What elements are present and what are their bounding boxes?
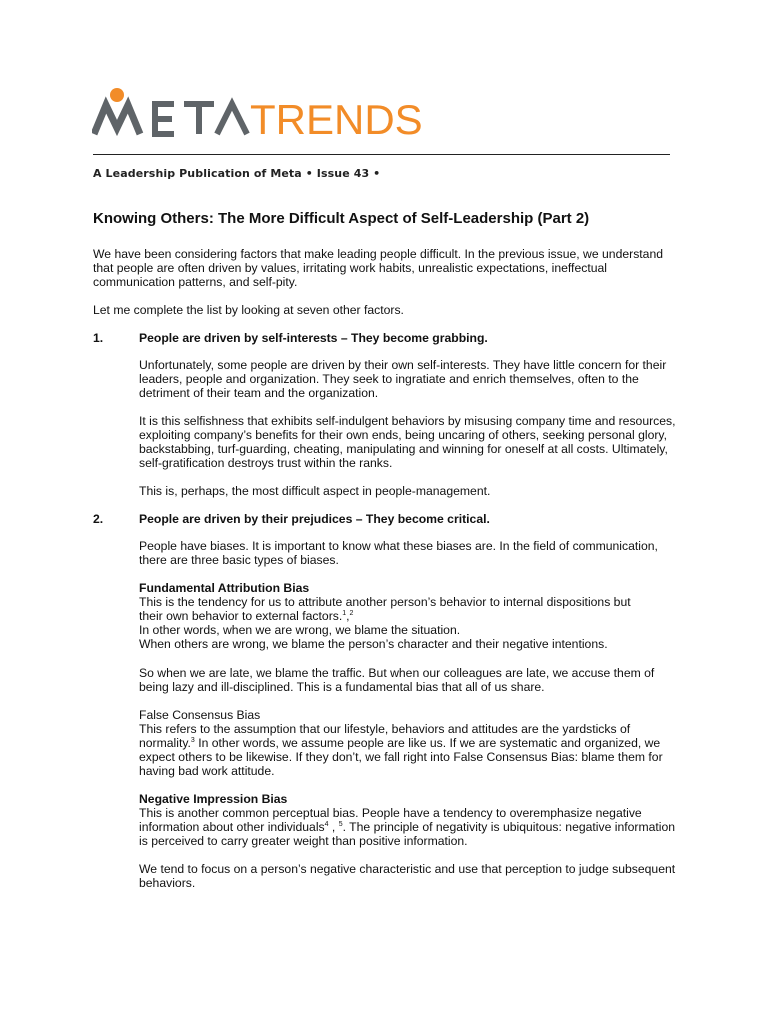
section-1-paragraph-2: It is this selfishness that exhibits self-indulgent behaviors by misusing company time and resources, exploiting company’s benefits for their own ends, being uncaring of others, seeking personal glory, backstabbing, turf-guarding, cheating, manipulating and winning for oneself at all costs. Ultimately, self-gratification destroys trust within the ranks. bbox=[139, 414, 676, 470]
fab-paragraph-2: So when we are late, we blame the traffic. But when our colleagues are late, we accuse them of being lazy and ill-disciplined. This is a fundamental bias that all of us share. bbox=[139, 666, 655, 694]
fab-line-3: In other words, when we are wrong, we blame the situation. bbox=[139, 623, 461, 637]
footnote-ref-3: 3 bbox=[190, 736, 195, 744]
section-1-paragraph-3: This is, perhaps, the most difficult aspect in people-management. bbox=[139, 484, 491, 498]
section-2-paragraph-1: People have biases. It is important to know what these biases are. In the field of communication, there are three basic types of biases. bbox=[139, 539, 658, 567]
footnote-ref-1: 1 bbox=[342, 609, 347, 617]
nib-paragraph-2: We tend to focus on a person’s negative characteristic and use that perception to judge subsequent behaviors. bbox=[139, 862, 676, 890]
fab-line-1: This is the tendency for us to attribute another person’s behavior to internal dispositions but bbox=[139, 595, 631, 609]
section-1-paragraph-1: Unfortunately, some people are driven by their own self-interests. They have little concern for their leaders, people and organization. They seek to ingratiate and enrich themselves, often to the detriment of their team and the organization. bbox=[139, 358, 667, 400]
nib-text-a: This is another common perceptual bias. People have a tendency to overemphasize negative information about other individuals bbox=[139, 806, 642, 834]
intro-paragraph-2: Let me complete the list by looking at seven other factors. bbox=[93, 303, 404, 317]
footnote-ref-5: 5 bbox=[338, 820, 343, 828]
nib-heading: Negative Impression Bias bbox=[139, 792, 288, 806]
section-2-number: 2. bbox=[93, 512, 104, 526]
fab-heading: Fundamental Attribution Bias bbox=[139, 581, 310, 595]
footnote-ref-4: 4 bbox=[324, 820, 329, 828]
fcb-paragraph bbox=[139, 722, 679, 778]
fcb-heading: False Consensus Bias bbox=[139, 708, 261, 722]
section-1-number: 1. bbox=[93, 331, 104, 345]
logo-trends-text: TRENDS bbox=[250, 96, 423, 138]
publication-line: A Leadership Publication of Meta • Issue 43 • bbox=[93, 167, 381, 180]
intro-paragraph-1: We have been considering factors that make leading people difficult. In the previous issue, we understand that people are often driven by values, irritating work habits, unrealistic expectations, ineffectual communication patterns, and self-pity. bbox=[93, 247, 664, 289]
header-divider bbox=[93, 154, 670, 155]
metatrends-logo bbox=[92, 88, 437, 138]
nib-paragraph bbox=[139, 806, 679, 848]
fab-line-2: their own behavior to external factors. bbox=[139, 609, 343, 623]
fcb-text-a: This refers to the assumption that our lifestyle, behaviors and attitudes are the yardsticks of normality. bbox=[139, 722, 631, 750]
section-2-heading: People are driven by their prejudices – They become critical. bbox=[139, 512, 490, 526]
fcb-text-b: In other words, we assume people are like us. If we are systematic and organized, we expect others to be likewise. If they don’t, we fall right into False Consensus Bias: blame them for having bad work attitude. bbox=[139, 736, 663, 778]
nib-text-b: . The principle of negativity is ubiquitous: negative information is perceived to carry greater weight than positive information. bbox=[139, 820, 676, 848]
article-title: Knowing Others: The More Difficult Aspect of Self-Leadership (Part 2) bbox=[93, 210, 590, 227]
fab-paragraph bbox=[139, 595, 679, 651]
footnote-separator: , bbox=[328, 820, 339, 834]
footnote-separator: , bbox=[346, 609, 350, 623]
section-1-heading: People are driven by self-interests – They become grabbing. bbox=[139, 331, 488, 345]
footnote-ref-2: 2 bbox=[349, 609, 354, 617]
fab-line-4: When others are wrong, we blame the person’s character and their negative intentions. bbox=[139, 637, 608, 651]
logo-graphic bbox=[92, 88, 437, 138]
logo-dot-icon bbox=[110, 88, 124, 102]
